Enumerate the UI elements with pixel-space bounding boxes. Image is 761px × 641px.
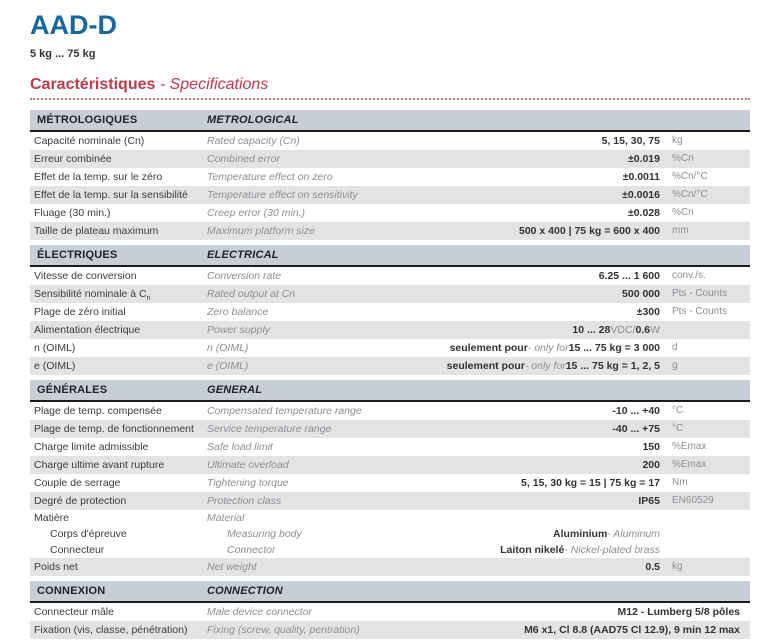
row-label-en: Fixing (screw, quality, pentration)	[207, 624, 360, 636]
text-segment: ±0.0016	[622, 189, 660, 201]
row-label-en: Net weight	[207, 561, 257, 573]
heading-fr: Caractéristiques	[30, 76, 156, 93]
row-label-fr: Degré de protection	[34, 495, 127, 507]
row-unit: conv./s.	[672, 270, 706, 281]
row-value	[407, 132, 660, 150]
row-unit: kg	[672, 561, 683, 572]
text-segment: 5, 15, 30, 75	[601, 135, 660, 147]
specifications-heading	[30, 76, 750, 100]
row-label-en: n (OIML)	[207, 342, 249, 354]
row-label-en: e (OIML)	[207, 360, 249, 372]
row-label-fr: Corps d'épreuve	[50, 528, 127, 540]
row-label-en: Protection class	[207, 495, 282, 507]
row-value	[407, 420, 660, 438]
row-value	[407, 186, 660, 204]
row-unit: kg	[672, 135, 683, 146]
text-segment: 6.25 ... 1 600	[598, 270, 660, 282]
row-value	[407, 204, 660, 222]
spec-row	[30, 267, 750, 285]
row-label-fr: Vitesse de conversion	[34, 270, 137, 282]
row-unit	[660, 321, 750, 339]
section-header	[30, 245, 750, 267]
row-unit: g	[672, 360, 678, 371]
section-title-fr: ÉLECTRIQUES	[37, 249, 118, 261]
section-title-en: ELECTRICAL	[207, 249, 279, 261]
row-unit: Pts - Counts	[672, 288, 728, 299]
row-unit: °C	[672, 423, 684, 434]
section-header	[30, 380, 750, 402]
text-segment: M12 - Lumberg 5/8 pôles	[617, 606, 740, 618]
row-label-fr: Poids net	[34, 561, 78, 573]
row-label-fr: Alimentation électrique	[34, 324, 141, 336]
row-unit: EN60529	[672, 495, 714, 506]
row-value	[407, 526, 660, 542]
spec-row	[30, 558, 750, 576]
row-label-en: Measuring body	[227, 528, 302, 540]
row-label-en: Temperature effect on zero	[207, 171, 333, 183]
text-segment: 5, 15, 30 kg = 15 | 75 kg = 17	[521, 477, 660, 489]
text-segment: seulement pour	[449, 342, 528, 354]
text-segment: 500 000	[622, 288, 660, 300]
spec-section-metrologiques	[30, 110, 750, 240]
text-segment: ±0.019	[627, 153, 660, 165]
row-unit	[660, 510, 750, 526]
text-segment: 0.5	[645, 561, 660, 573]
section-title-en: METROLOGICAL	[207, 114, 299, 126]
row-label-en: Material	[207, 512, 245, 524]
row-label-fr: Taille de plateau maximum	[34, 225, 159, 237]
row-label-en: Service temperature range	[207, 423, 332, 435]
product-title: AAD-D	[30, 10, 117, 40]
row-label-fr: Capacité nominale (Cn)	[34, 135, 145, 147]
spec-row	[30, 303, 750, 321]
row-unit: d	[672, 342, 678, 353]
row-label-en: Zero balance	[207, 306, 269, 318]
row-label-fr: Matière	[34, 512, 70, 524]
row-label-fr: Effet de la temp. sur la sensibilité	[34, 189, 188, 201]
row-label-en: Conversion rate	[207, 270, 282, 282]
row-label-fr: Plage de temp. compensée	[34, 405, 162, 417]
row-unit	[660, 526, 750, 542]
row-value	[407, 558, 660, 576]
text-segment: W	[650, 324, 660, 336]
row-label-fr: Charge ultime avant rupture	[34, 459, 165, 471]
spec-row	[30, 474, 750, 492]
text-segment: -10 ... +40	[612, 405, 660, 417]
text-segment: 150	[642, 441, 660, 453]
text-segment: Sensibilité nominale à C	[34, 288, 147, 300]
text-segment: -40 ... +75	[612, 423, 660, 435]
row-label-en: Combined error	[207, 153, 280, 165]
row-label-en: Power supply	[207, 324, 271, 336]
spec-row	[30, 542, 750, 558]
spec-row	[30, 603, 750, 621]
spec-row	[30, 420, 750, 438]
row-unit: Pts - Counts	[672, 306, 728, 317]
row-value	[407, 285, 660, 303]
row-unit: %Cn	[672, 207, 694, 218]
spec-row	[30, 339, 750, 357]
text-segment: 0.6	[635, 324, 651, 336]
spec-row	[30, 204, 750, 222]
text-segment: 500 x 400 | 75 kg = 600 x 400	[518, 225, 660, 237]
section-title-fr: GÉNÉRALES	[37, 384, 108, 396]
text-segment: - Aluminum	[607, 528, 660, 540]
text-segment: - only for	[524, 360, 566, 372]
text-segment: 15 ... 75 kg = 1, 2, 5	[565, 360, 660, 372]
spec-row	[30, 456, 750, 474]
row-label-en: Temperature effect on sensitivity	[207, 189, 358, 201]
row-label-fr: Connecteur	[50, 544, 105, 556]
text-segment: ±0.0011	[622, 171, 660, 183]
spec-row	[30, 222, 750, 240]
row-value	[407, 492, 660, 510]
text-segment: Aluminium	[553, 528, 608, 540]
row-unit	[660, 542, 750, 558]
row-label-en: Connector	[227, 544, 276, 556]
text-segment: ±300	[636, 306, 660, 318]
section-title-en: CONNECTION	[207, 585, 283, 597]
row-label-fr	[30, 285, 207, 303]
text-segment: 200	[642, 459, 660, 471]
spec-row	[30, 150, 750, 168]
spec-row	[30, 285, 750, 303]
row-unit: %Emax	[672, 459, 707, 470]
spec-row	[30, 168, 750, 186]
section-title-fr: MÉTROLOGIQUES	[37, 114, 138, 126]
row-label-en: Safe load limit	[207, 441, 273, 453]
section-title-fr: CONNEXION	[37, 585, 106, 597]
row-label-en: Male device connector	[207, 606, 313, 618]
row-value	[407, 222, 660, 240]
row-label-en: Compensated temperature range	[207, 405, 362, 417]
row-label-fr: n (OIML)	[34, 342, 76, 354]
spec-row	[30, 186, 750, 204]
spec-row	[30, 321, 750, 339]
row-value	[407, 357, 660, 375]
row-label-en: Rated capacity (Cn)	[207, 135, 300, 147]
row-value	[407, 621, 750, 639]
capacity-range-subtitle: 5 kg ... 75 kg	[30, 48, 96, 60]
row-label-en: Creep error (30 min.)	[207, 207, 306, 219]
row-label-fr: Fixation (vis, classe, pénétration)	[34, 624, 188, 636]
row-label-fr: Plage de temp. de fonctionnement	[34, 423, 194, 435]
heading-en: - Specifications	[155, 76, 269, 93]
section-header	[30, 581, 750, 603]
section-header	[30, 110, 750, 132]
row-value	[407, 603, 750, 621]
spec-section-connexion	[30, 581, 750, 639]
row-label-en: Ultimate overload	[207, 459, 289, 471]
row-value	[407, 438, 660, 456]
spec-section-electriques	[30, 245, 750, 375]
row-label-fr: Couple de serrage	[34, 477, 121, 489]
row-unit: mm	[672, 225, 689, 236]
row-value	[407, 402, 660, 420]
spec-row	[30, 402, 750, 420]
row-label-fr: e (OIML)	[34, 360, 76, 372]
row-value	[407, 542, 660, 558]
row-label-fr: Erreur combinée	[34, 153, 112, 165]
spec-row	[30, 132, 750, 150]
row-value	[407, 456, 660, 474]
text-segment: VDC/	[610, 324, 636, 336]
row-label-en: Rated output at Cn	[207, 288, 296, 300]
text-segment: - only for	[527, 342, 569, 354]
spec-tables	[30, 110, 750, 639]
row-unit: %Cn	[672, 153, 694, 164]
material-group	[30, 510, 750, 558]
row-unit: %Cn/°C	[672, 171, 708, 182]
row-unit: °C	[672, 405, 684, 416]
text-segment: IP65	[638, 495, 660, 507]
row-label-en: Tightening torque	[207, 477, 289, 489]
row-value	[407, 339, 660, 357]
text-segment: n	[146, 295, 151, 303]
text-segment: 15 ... 75 kg = 3 000	[568, 342, 660, 354]
text-segment: M6 x1, Cl 8.8 (AAD75 Cl 12.9), 9 min 12 max	[524, 624, 740, 636]
row-label-fr: Plage de zéro initial	[34, 306, 126, 318]
text-segment: Laiton nikelé	[500, 544, 565, 556]
spec-row	[30, 510, 750, 526]
row-label-fr: Connecteur mâle	[34, 606, 114, 618]
row-value	[407, 267, 660, 285]
row-label-en: Maximum platform size	[207, 225, 315, 237]
spec-row	[30, 492, 750, 510]
text-segment: ±0.028	[627, 207, 660, 219]
spec-row	[30, 526, 750, 542]
row-unit: %Emax	[672, 441, 707, 452]
spec-row	[30, 438, 750, 456]
row-label-fr: Charge limite admissible	[34, 441, 149, 453]
row-value	[407, 168, 660, 186]
text-segment: 10 ... 28	[572, 324, 611, 336]
text-segment: seulement pour	[446, 360, 525, 372]
row-unit: Nm	[672, 477, 688, 488]
row-label-fr: Effet de la temp. sur le zéro	[34, 171, 163, 183]
row-value	[407, 303, 660, 321]
spec-row	[30, 621, 750, 639]
spec-row	[30, 357, 750, 375]
section-title-en: GENERAL	[207, 384, 263, 396]
row-value	[407, 474, 660, 492]
row-value	[407, 510, 660, 526]
text-segment: - Nickel-plated brass	[564, 544, 660, 556]
row-label-fr: Fluage (30 min.)	[34, 207, 111, 219]
row-value	[407, 150, 660, 168]
spec-section-generales	[30, 380, 750, 576]
row-unit: %Cn/°C	[672, 189, 708, 200]
row-value	[407, 321, 660, 339]
